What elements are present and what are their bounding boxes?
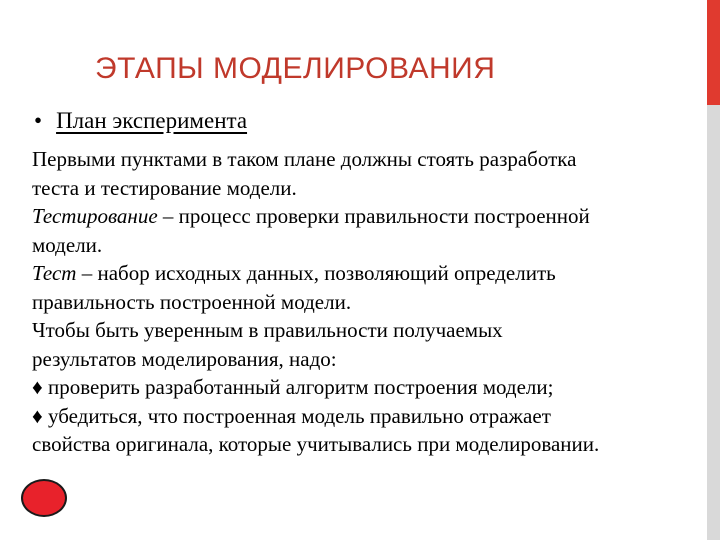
accent-bar bbox=[707, 0, 720, 540]
accent-bar-gray bbox=[707, 105, 720, 540]
body-line-6: правильность построенной модели. bbox=[32, 289, 352, 314]
term-testing: Тестирование bbox=[32, 204, 158, 228]
red-circle-button[interactable] bbox=[21, 479, 67, 517]
bullet-text: План эксперимента bbox=[56, 108, 248, 133]
body-line-8: результатов моделирования, надо: bbox=[32, 346, 337, 371]
term-test: Тест bbox=[32, 261, 77, 285]
accent-bar-red bbox=[707, 0, 720, 105]
body-line-7: Чтобы быть уверенным в правильности получаемых bbox=[32, 318, 503, 342]
bullet-item bbox=[34, 108, 247, 134]
body-line-2: теста и тестирование модели. bbox=[32, 175, 297, 200]
body-line-11: свойства оригинала, которые учитывались при моделировании. bbox=[32, 432, 600, 456]
body-line-4: модели. bbox=[32, 232, 103, 257]
body-line-10: ♦ убедиться, что построенная модель правильно отражает bbox=[32, 403, 551, 428]
bullet-dot-icon: • bbox=[34, 108, 43, 133]
body-text bbox=[32, 145, 702, 459]
slide-title: ЭТАПЫ МОДЕЛИРОВАНИЯ bbox=[95, 52, 496, 85]
body-line-5: Тест – набор исходных данных, позволяющий определить bbox=[32, 261, 556, 285]
body-line-3: Тестирование – процесс проверки правильности построенной bbox=[32, 204, 590, 228]
body-line-9: ♦ проверить разработанный алгоритм построения модели; bbox=[32, 375, 554, 399]
body-line-1: Первыми пунктами в таком плане должны стоять разработка bbox=[32, 147, 577, 171]
